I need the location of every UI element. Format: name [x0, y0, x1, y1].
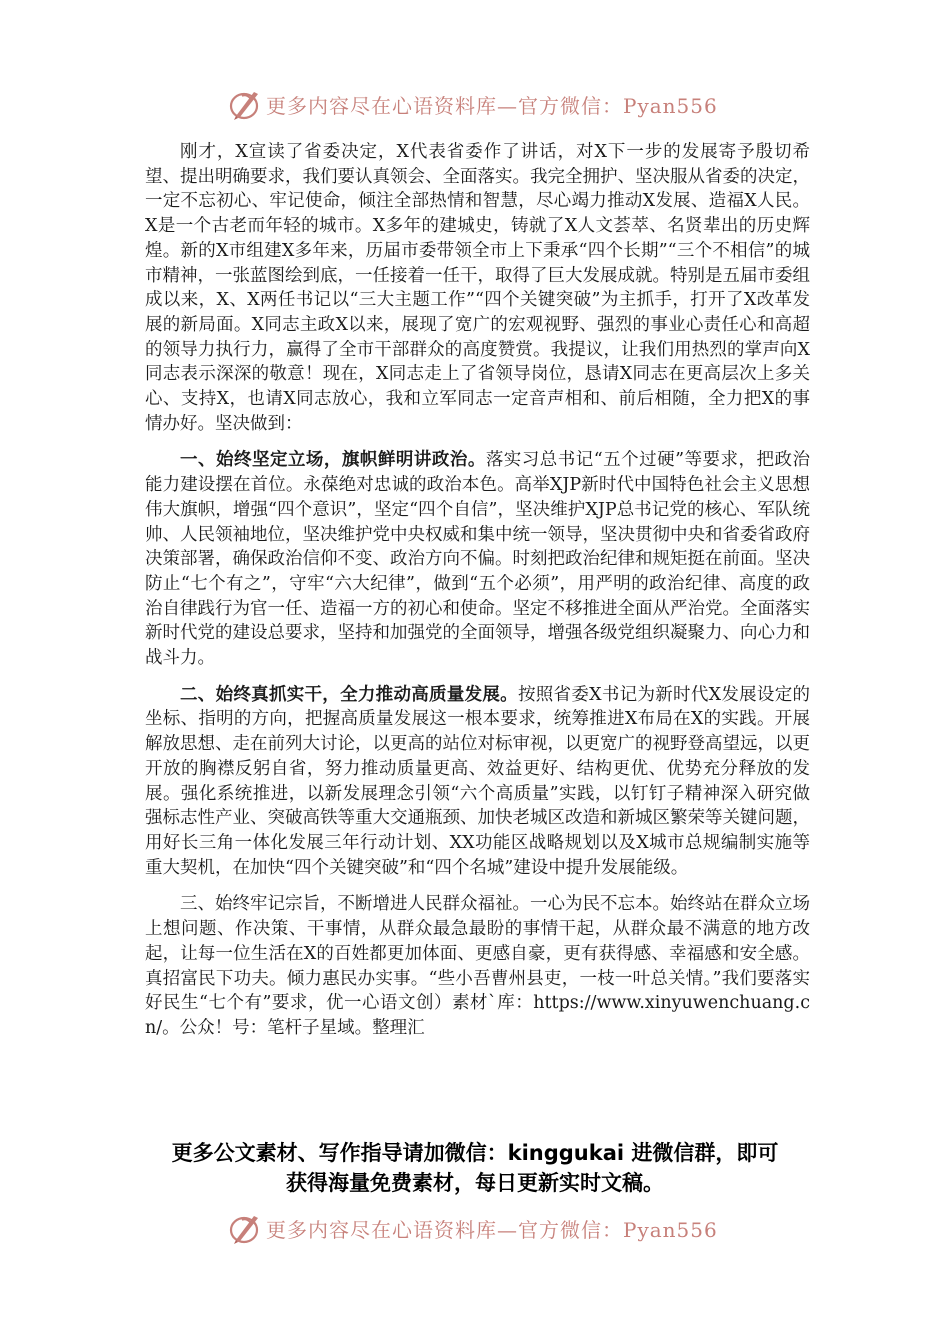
quill-pen-icon [228, 86, 262, 122]
intro-paragraph: 刚才，X宣读了省委决定，X代表省委作了讲话，对X下一步的发展寄予殷切希望、提出明确要求，我们要认真领会、全面落实。我完全拥护、坚决服从省委的决定，一定不忘初心、牢记使命，倾注全部热情和智慧，尽心竭力推动X发展、造福X人民。X是一个古老而年轻的城市。X多年的建城史，铸就了X人文荟萃、名贤辈出的历史辉煌。新的X市组建X多年来，历届市委带领全市上下秉承“四个长期”“三个不相信”的城市精神，一张蓝图绘到底，一任接着一任干，取得了巨大发展成就。特别是五届市委组成以来，X、X两任书记以“三大主题工作”“四个关键突破”为主抓手，打开了X改革发展的新局面。X同志主政X以来，展现了宽广的宏观视野、强烈的事业心责任心和高超的领导力执行力，赢得了全市干部群众的高度赞赏。我提议，让我们用热烈的掌声向X同志表示深深的敬意！现在，X同志走上了省领导岗位，恳请X同志在更高层次上多关心、支持X，也请X同志放心，我和立军同志一定音声相和、前后相随，全力把X的事情办好。坚决做到： [145, 142, 810, 434]
section-1-paragraph [145, 448, 810, 670]
promo-notice [140, 1138, 810, 1198]
section-1-heading: 一、始终坚定立场，旗帜鲜明讲政治。 [180, 450, 486, 471]
section-1-body: 落实习总书记“五个过硬”等要求，把政治能力建设摆在首位。永葆绝对忠诚的政治本色。高举XJP新时代中国特色社会主义思想伟大旗帜，增强“四个意识”，坚定“四个自信”，坚决维护XJP总书记党的核心、军队统帅、人民领袖地位，坚决维护党中央权威和集中统一领导，坚决贯彻中央和省委省政府决策部署，确保政治信仰不变、政治方向不偏。时刻把政治纪律和规矩挺在前面。坚决防止“七个有之”，守牢“六大纪律”，做到“五个必须”，用严明的政治纪律、高度的政治自律践行为官一任、造福一方的初心和使命。坚定不移推进全面从严治党。全面落实新时代党的建设总要求，坚持和加强党的全面领导，增强各级党组织凝聚力、向心力和战斗力。 [145, 450, 810, 669]
footer-watermark-banner [0, 1206, 950, 1250]
header-watermark-banner [0, 82, 950, 126]
section-2-body: 按照省委X书记为新时代X发展设定的坐标、指明的方向，把握高质量发展这一根本要求，统筹推进X布局在X的实践。开展解放思想、走在前列大讨论，以更高的站位对标审视，以更宽广的视野登高望远，以更开放的胸襟反躬自省，努力推动质量更高、效益更好、结构更优、优势充分释放的发展。强化系统推进，以新发展理念引领“六个高质量”实践，以钉钉子精神深入研究做强标志性产业、突破高铁等重大交通瓶颈、加快老城区改造和新城区繁荣等关键问题，用好长三角一体化发展三年行动计划、XX功能区战略规划以及X城市总规编制实施等重大契机，在加快“四个关键突破”和“四个名城”建设中提升发展能级。 [145, 684, 811, 878]
promo-line-1: 更多公文素材、写作指导请加微信：kinggukai 进微信群，即可 [171, 1141, 779, 1165]
section-3-paragraph: 三、始终牢记宗旨，不断增进人民群众福祉。一心为民不忘本。始终站在群众立场上想问题、作决策、干事情，从群众最急最盼的事情干起，从群众最不满意的地方改起，让每一位生活在X的百姓都更加体面、更感自豪，更有获得感、幸福感和安全感。真招富民下功夫。倾力惠民办实事。“些小吾曹州县吏，一枝一叶总关情。”我们要落实好民生“七个有”要求，优一心语文创）素材`库：https://www.xinyuwenchuang.cn/。公众！号：笔杆子星域。整理汇 [145, 894, 810, 1038]
promo-line-2: 获得海量免费素材，每日更新实时文稿。 [286, 1171, 664, 1195]
watermark-text: 更多内容尽在心语资料库—官方微信：Pyan556 [266, 1218, 718, 1242]
section-2-heading: 二、始终真抓实干，全力推动高质量发展。 [180, 684, 518, 705]
section-2-paragraph [145, 683, 810, 881]
document-body [145, 140, 810, 1041]
watermark-text: 更多内容尽在心语资料库—官方微信：Pyan556 [266, 94, 718, 118]
quill-pen-icon [228, 1210, 262, 1246]
